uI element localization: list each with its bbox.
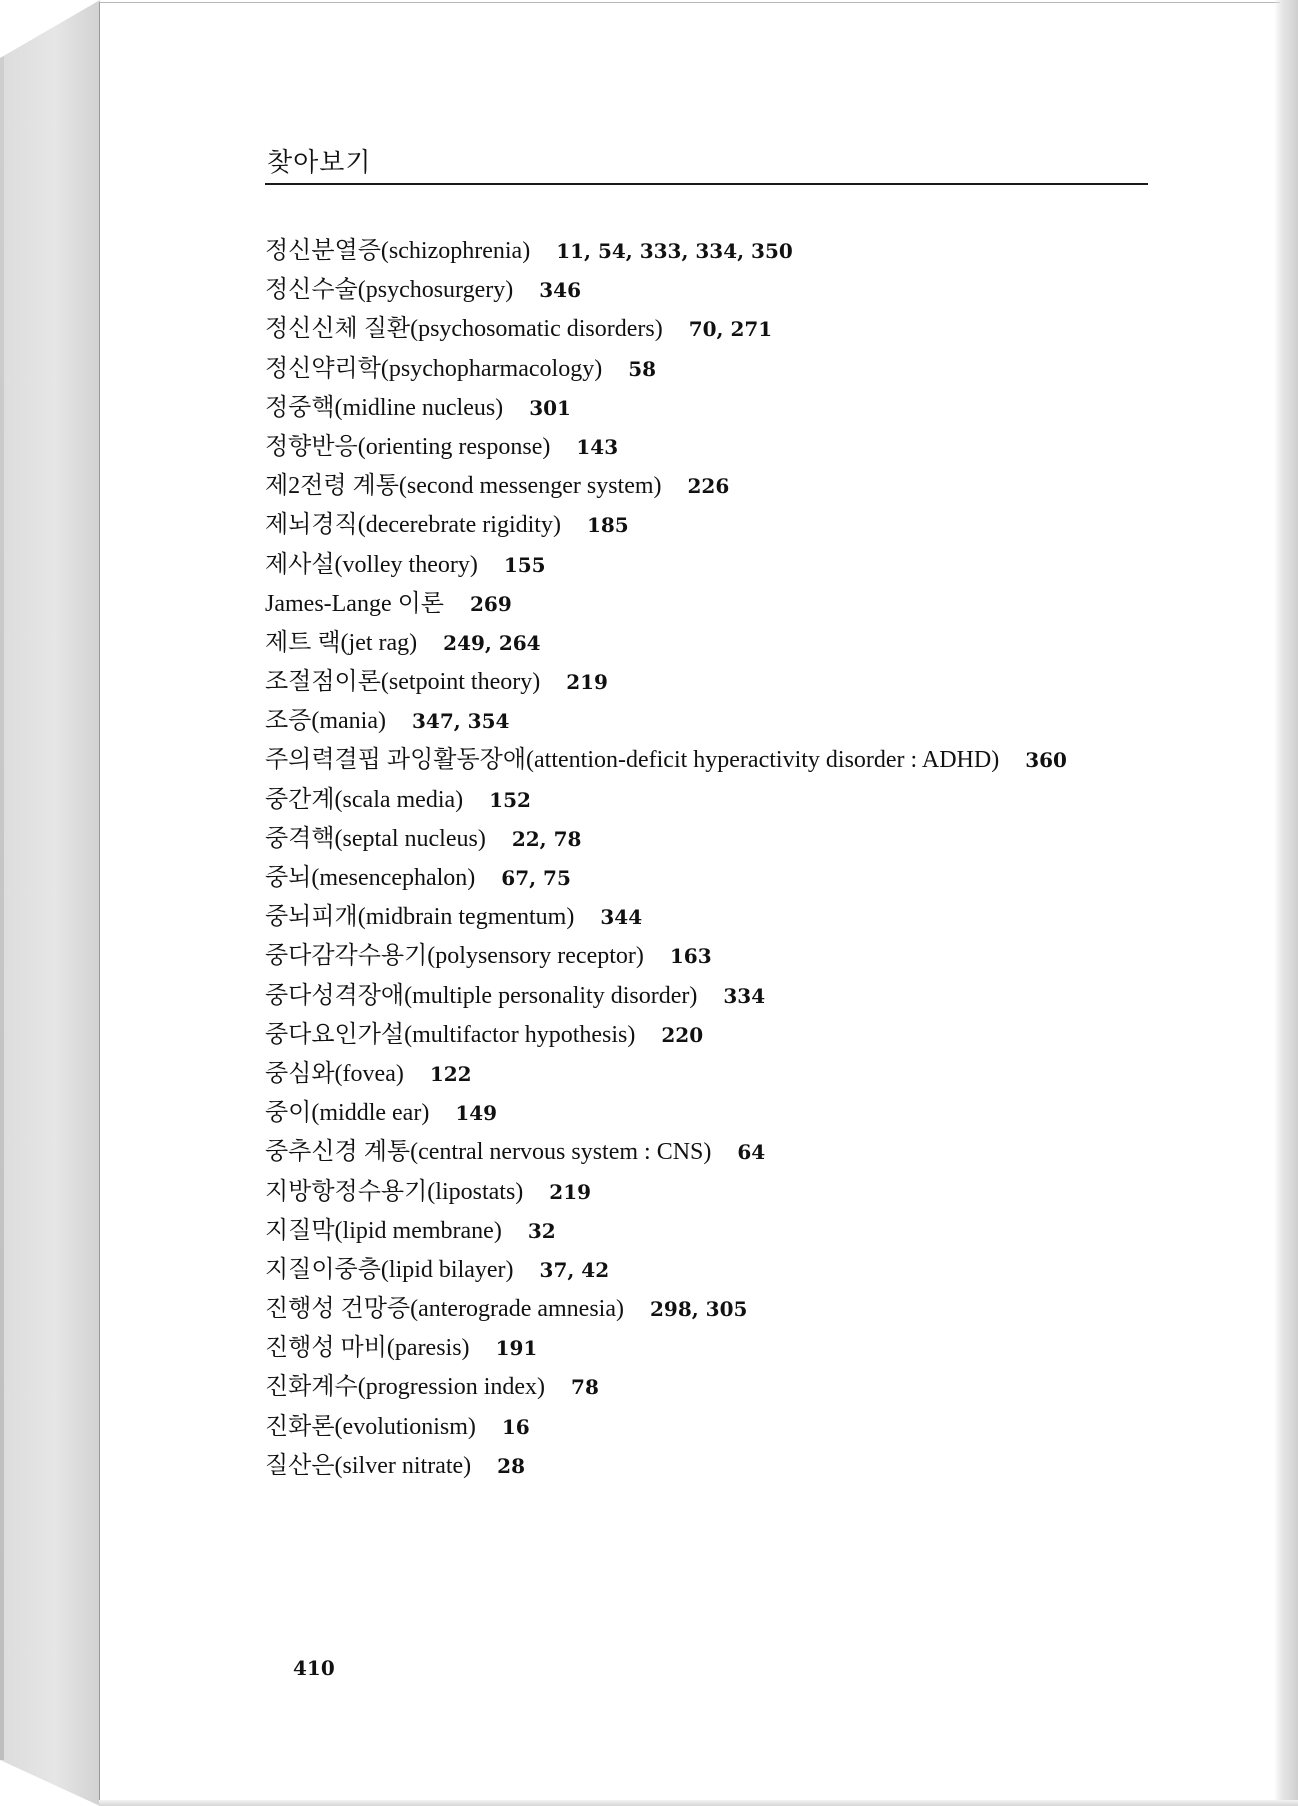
index-term: 정향반응(orienting response)	[265, 433, 551, 460]
index-page-refs: 360	[1025, 748, 1067, 773]
index-page-refs: 149	[455, 1101, 498, 1126]
index-entry	[265, 1329, 1067, 1368]
index-term: 정신분열증(schizophrenia)	[265, 238, 531, 264]
index-entry	[265, 937, 1067, 976]
index-term: 지질막(lipid membrane)	[265, 1217, 502, 1244]
index-term: 질산은(silver nitrate)	[265, 1452, 472, 1479]
index-page-refs: 269	[469, 591, 512, 616]
index-entry	[265, 741, 1067, 780]
index-page-refs: 163	[669, 944, 712, 969]
index-entry	[265, 310, 1067, 349]
index-entry	[265, 1212, 1067, 1251]
index-entry	[265, 271, 1067, 310]
index-entry	[265, 1368, 1067, 1407]
index-page-refs: 298, 305	[649, 1297, 748, 1322]
index-term: 중격핵(septal nucleus)	[265, 825, 486, 852]
index-term: 중다요인가설(multifactor hypothesis)	[265, 1021, 636, 1048]
index-page-refs: 67, 75	[501, 866, 571, 890]
index-entry	[265, 1055, 1067, 1094]
index-page-refs: 122	[429, 1061, 472, 1086]
index-entry	[265, 232, 1067, 271]
index-entry	[265, 585, 1067, 624]
index-term: 중추신경 계통(central nervous system : CNS)	[265, 1139, 712, 1166]
book-spine	[0, 0, 100, 1806]
index-term: 제2전령 계통(second messenger system)	[265, 473, 662, 500]
page-bottom-shadow	[99, 1800, 1298, 1806]
index-entry	[265, 898, 1067, 937]
index-page-refs: 152	[489, 787, 531, 812]
index-term: 진화계수(progression index)	[265, 1374, 546, 1401]
index-term: 지방항정수용기(lipostats)	[265, 1178, 524, 1205]
index-page-refs: 344	[600, 905, 643, 930]
index-entry	[265, 350, 1067, 389]
index-page-refs: 347, 354	[412, 709, 510, 734]
index-page-refs: 11, 54, 333, 334, 350	[556, 239, 793, 263]
index-term: 중뇌(mesencephalon)	[265, 865, 476, 891]
index-term: 조증(mania)	[265, 708, 386, 735]
index-page-refs: 32	[527, 1218, 556, 1243]
index-entry	[265, 546, 1067, 585]
index-page-refs: 16	[501, 1414, 530, 1439]
page-header-title: 찾아보기	[267, 148, 372, 178]
index-term: 중다성격장애(multiple personality disorder)	[265, 982, 698, 1009]
index-page-refs: 220	[661, 1022, 704, 1047]
index-entry	[265, 1290, 1067, 1329]
index-page-refs: 226	[687, 474, 730, 499]
index-entry	[265, 389, 1067, 428]
index-entry	[265, 1094, 1067, 1133]
index-entry	[265, 506, 1067, 545]
index-term: 조절점이론(setpoint theory)	[265, 669, 541, 696]
index-page-refs: 346	[539, 278, 582, 303]
index-term: 정신약리학(psychopharmacology)	[265, 355, 603, 382]
index-entry	[265, 428, 1067, 467]
index-term: 주의력결핍 과잉활동장애(attention-deficit hyperactivity disorder : ADHD)	[265, 747, 1000, 774]
index-page-refs: 28	[497, 1453, 526, 1478]
index-term: 지질이중층(lipid bilayer)	[265, 1256, 514, 1283]
index-entry	[265, 977, 1067, 1016]
index-entry	[265, 663, 1067, 702]
index-page-refs: 334	[723, 983, 766, 1008]
index-entry-list	[265, 232, 1067, 1486]
index-entry	[265, 1016, 1067, 1055]
header-rule	[265, 183, 1148, 185]
index-entry	[265, 467, 1067, 506]
index-term: James-Lange 이론	[265, 590, 444, 617]
index-entry	[265, 859, 1067, 898]
index-term: 중심와(fovea)	[265, 1060, 404, 1087]
page-number: 410	[293, 1656, 335, 1680]
index-entry	[265, 820, 1067, 859]
index-entry	[265, 1251, 1067, 1290]
index-term: 중이(middle ear)	[265, 1100, 430, 1127]
index-entry	[265, 1447, 1067, 1486]
index-term: 제트 랙(jet rag)	[265, 629, 418, 656]
index-term: 진행성 건망증(anterograde amnesia)	[265, 1296, 624, 1323]
index-entry	[265, 624, 1067, 663]
index-term: 정신신체 질환(psychosomatic disorders)	[265, 316, 663, 343]
index-term: 제뇌경직(decerebrate rigidity)	[265, 512, 561, 539]
index-term: 중뇌피개(midbrain tegmentum)	[265, 904, 575, 931]
index-term: 진행성 마비(paresis)	[265, 1335, 470, 1362]
index-term: 정신수술(psychosurgery)	[265, 277, 514, 304]
index-page-refs: 58	[628, 356, 657, 381]
index-page-refs: 219	[549, 1179, 592, 1204]
index-term: 중다감각수용기(polysensory receptor)	[265, 943, 644, 970]
index-entry	[265, 1133, 1067, 1172]
index-entry	[265, 1408, 1067, 1447]
index-page-refs: 22, 78	[511, 826, 582, 851]
index-page-refs: 219	[566, 670, 608, 695]
index-page-refs: 78	[571, 1375, 599, 1400]
index-entry	[265, 702, 1067, 741]
index-term: 중간계(scala media)	[265, 786, 464, 813]
index-entry	[265, 1173, 1067, 1212]
index-page-refs: 155	[503, 552, 546, 577]
index-term: 진화론(evolutionism)	[265, 1413, 476, 1440]
index-term: 정중핵(midline nucleus)	[265, 394, 504, 421]
index-term: 제사설(volley theory)	[265, 551, 478, 578]
index-page-refs: 70, 271	[688, 317, 773, 342]
page-stack-shadow	[1274, 0, 1298, 1806]
index-page-refs: 64	[737, 1140, 766, 1165]
index-entry	[265, 781, 1067, 820]
index-page-refs: 249, 264	[443, 630, 541, 655]
index-page-refs: 191	[495, 1336, 538, 1361]
index-page-refs: 185	[586, 513, 629, 538]
index-page-refs: 143	[576, 434, 619, 459]
index-page-refs: 301	[529, 395, 571, 420]
index-page-refs: 37, 42	[539, 1257, 610, 1282]
